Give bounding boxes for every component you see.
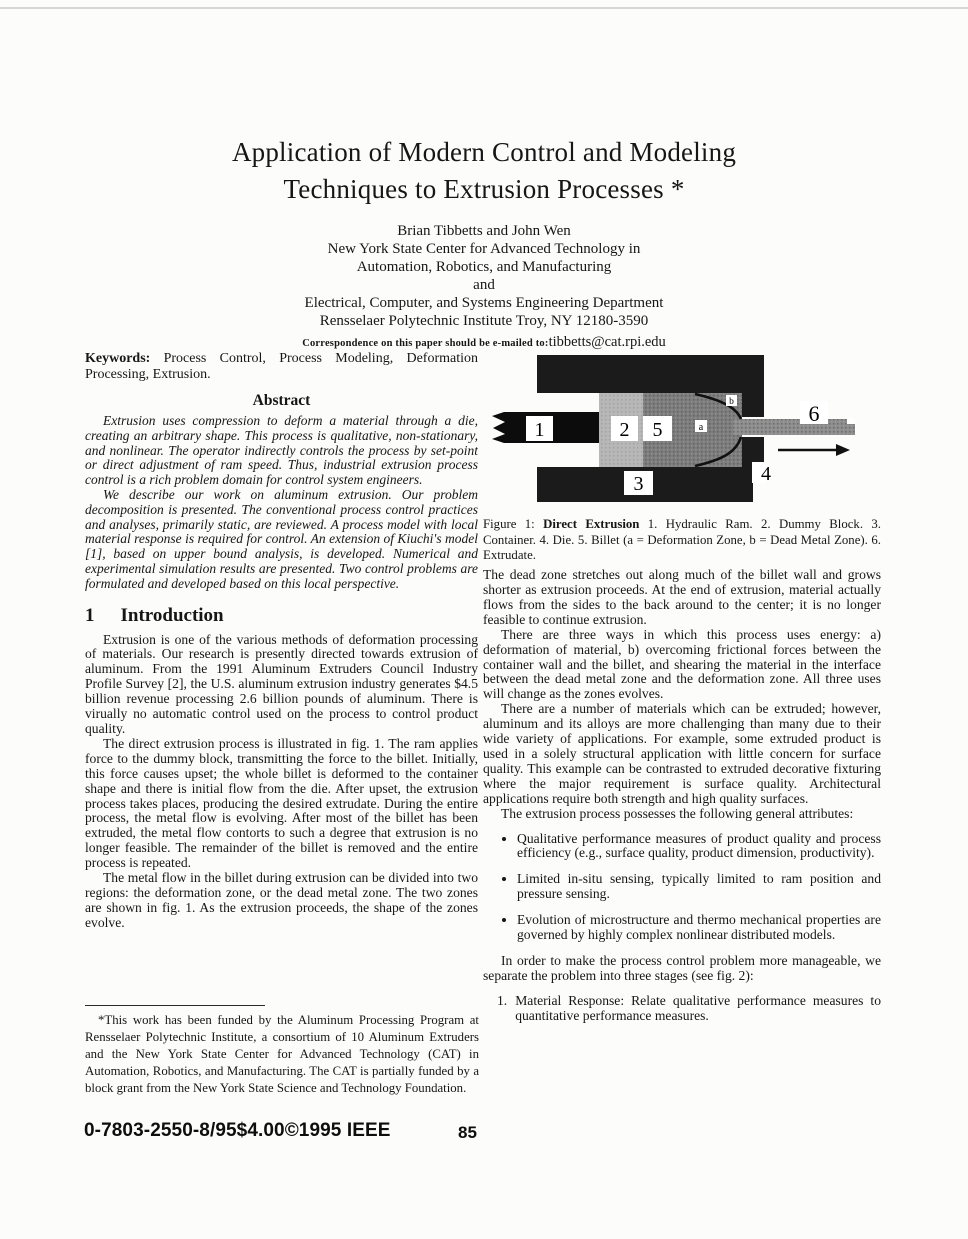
body-paragraph: In order to make the process control problem more manageable, we separate the problem into three stages (see fig. 2): <box>483 952 881 983</box>
extrusion-diagram <box>489 355 861 502</box>
bullet-item: • Evolution of microstructure and thermo mechanical properties are governed by highly complex nonlinear distributed models. <box>517 913 881 943</box>
figure-caption <box>483 517 881 564</box>
paper-title <box>0 134 968 208</box>
section-number: 1 <box>85 604 95 626</box>
left-column <box>85 351 478 931</box>
footnote-marker: * <box>98 1013 105 1027</box>
affiliation-block <box>0 240 968 330</box>
die-top-shape <box>741 355 764 417</box>
extrudate-texture <box>733 419 855 435</box>
figure-label-extrudate: 6 <box>808 401 820 426</box>
right-column <box>483 350 881 1024</box>
keywords-paragraph <box>85 351 478 383</box>
keywords-label: Keywords: <box>85 351 151 366</box>
paper-title-line1: Application of Modern Control and Modeling <box>231 137 737 167</box>
figure-label-billet: 5 <box>652 419 663 441</box>
paper-title-line2: Techniques to Extrusion Processes * <box>283 174 685 204</box>
figure-caption-body: 1. Hydraulic Ram. 2. Dummy Block. 3. Container. 4. Die. 5. Billet (a = Deformation Zone, b = Dead Metal Zone). 6. Extrudate. <box>483 517 881 563</box>
intro-paragraph: Extrusion is one of the various methods of deformation processing of materials. Our research is presently directed towards extrusion of aluminum. From the 1991 Aluminum Extruders Council Industry Profile Survey [2], the U.S. aluminum extrusion industry generates $4.5 billion revenue processing 2.6 billion pounds of aluminum. There is virually no automatic control used on the process to control product quality. <box>85 631 478 736</box>
figure-label-ram: 1 <box>534 419 545 441</box>
footnote-body: This work has been funded by the Aluminum Processing Program at Rensselaer Polytechnic Institute, a consortium of 10 Aluminum Extruders and the New York State Center for Advanced Technology (CAT) in Automation, Robotics, and Manufacturing. The CAT is partially funded by a block grant from the New York State Science and Technology Foundation. <box>85 1013 479 1095</box>
ieee-copyright: 0-7803-2550-8/95$4.00©1995 IEEE <box>84 1120 391 1141</box>
extrudate-tip-step <box>847 419 855 424</box>
stage-item <box>497 994 881 1024</box>
flow-direction-arrow <box>778 444 850 456</box>
figure-caption-label: Figure 1: <box>483 517 535 531</box>
figure-label-deformation-zone: a <box>698 422 704 433</box>
affiliation-line: and <box>473 277 495 293</box>
correspondence-line <box>0 333 968 351</box>
body-paragraph: The dead zone stretches out along much of the billet wall and grows shorter as extrusion proceeds. At the end of extrusion, material actually flows from the sides to the back around to the center; it is no longer feasible to continue extrusion. <box>483 567 881 627</box>
figure-label-container: 3 <box>633 473 644 495</box>
intro-paragraph: The direct extrusion process is illustrated in fig. 1. The ram applies force to the dummy block, transmitting the force to the billet. Initially, this force causes upset; the whole billet is deformed to the container shape and there is initial flow from the die. After upset, the extrusion process takes places, producing the desired extrudate. During the entire process, the metal flow is evolving. After most of the billet has been extruded, the metal flow contorts to such a degree that extrusion is no longer feasible. The remainder of the billet is removed and the entire process is repeated. <box>85 735 478 871</box>
figure-1-direct-extrusion <box>489 355 881 507</box>
authors-line: Brian Tibbetts and John Wen <box>397 223 571 239</box>
abstract-paragraph: Extrusion uses compression to deform a material through a die, creating an arbitrary shape. This process is qualitative, non-stationary, and nonlinear. The operator indirectly controls the process by set-point or direct adjustment of ram speed. Thus, industrial extrusion process control is a rich problem domain for control system engineers. <box>85 413 478 488</box>
stage-text: Material Response: Relate qualitative performance measures to quantitative performance measures. <box>515 992 881 1023</box>
affiliation-line: New York State Center for Advanced Technology in <box>327 241 641 257</box>
bullet-item: • Limited in-situ sensing, typically limited to ram position and pressure sensing. <box>517 872 881 902</box>
figure-label-dummy-block: 2 <box>619 419 630 441</box>
attributes-bullet-list <box>483 832 881 943</box>
abstract-paragraph: We describe our work on aluminum extrusion. Our problem decomposition is presented. The conventional process control practices and analyses, primarily static, are reviewed. A process model with local material response is required for control. An extension of Kiuchi's model [1], based on upper bound analysis, is developed. Numerical and experimental simulation results are presented. Two control problems are formulated and developed based on this local perspective. <box>85 486 478 591</box>
body-paragraph: The extrusion process possesses the following general attributes: <box>501 805 854 821</box>
section-heading-introduction <box>85 605 478 627</box>
title-block <box>0 134 968 351</box>
scan-artifact-line <box>0 7 968 9</box>
figure-label-die: 4 <box>761 463 771 485</box>
figure-label-dead-metal-zone: b <box>729 397 734 407</box>
affiliation-line: Rensselaer Polytechnic Institute Troy, NY 12180-3590 <box>319 313 649 329</box>
abstract-heading: Abstract <box>252 392 311 409</box>
body-paragraph: There are three ways in which this process uses energy: a) deformation of material, b) overcoming frictional forces between the container wall and the billet, and shearing the material in the interface between the dead metal zone and the deformation zone. All three uses will change as the zones evolves. <box>483 626 881 702</box>
container-top-shape <box>537 355 753 393</box>
footnote-block <box>85 1005 479 1097</box>
body-paragraph: There are a number of materials which can be extruded; however, aluminum and its alloys are more challenging than many due to their wide variety of applications. For example, some extruded product is used in a solely structural application with little concern for surface quality. This example can be contrasted to extruded decorative fixturing where the major requirement is surface quality. Architectural applications require both strength and high quality surfaces. <box>483 701 881 806</box>
correspondence-note: Correspondence on this paper should be e-mailed to: <box>302 338 549 349</box>
section-title: Introduction <box>120 604 224 626</box>
stage-number: 1. <box>497 992 508 1008</box>
page-number: 85 <box>458 1123 477 1142</box>
affiliation-line: Automation, Robotics, and Manufacturing <box>356 259 612 275</box>
figure-caption-title: Direct Extrusion <box>543 517 640 531</box>
bullet-item: • Qualitative performance measures of product quality and process efficiency (e.g., surface quality, product dimension, productivity). <box>517 832 881 862</box>
correspondence-email: tibbetts@cat.rpi.edu <box>548 334 666 350</box>
keywords-text: Process Control, Process Modeling, Deformation Processing, Extrusion. <box>85 351 478 382</box>
affiliation-line: Electrical, Computer, and Systems Engineering Department <box>304 295 664 311</box>
footnote-rule <box>85 1005 265 1006</box>
intro-paragraph: The metal flow in the billet during extrusion can be divided into two regions: the deformation zone, or the dead metal zone. The two zones are shown in fig. 1. As the extrusion proceeds, the shape of the zones evolve. <box>85 870 478 930</box>
footnote-text <box>85 1012 479 1097</box>
